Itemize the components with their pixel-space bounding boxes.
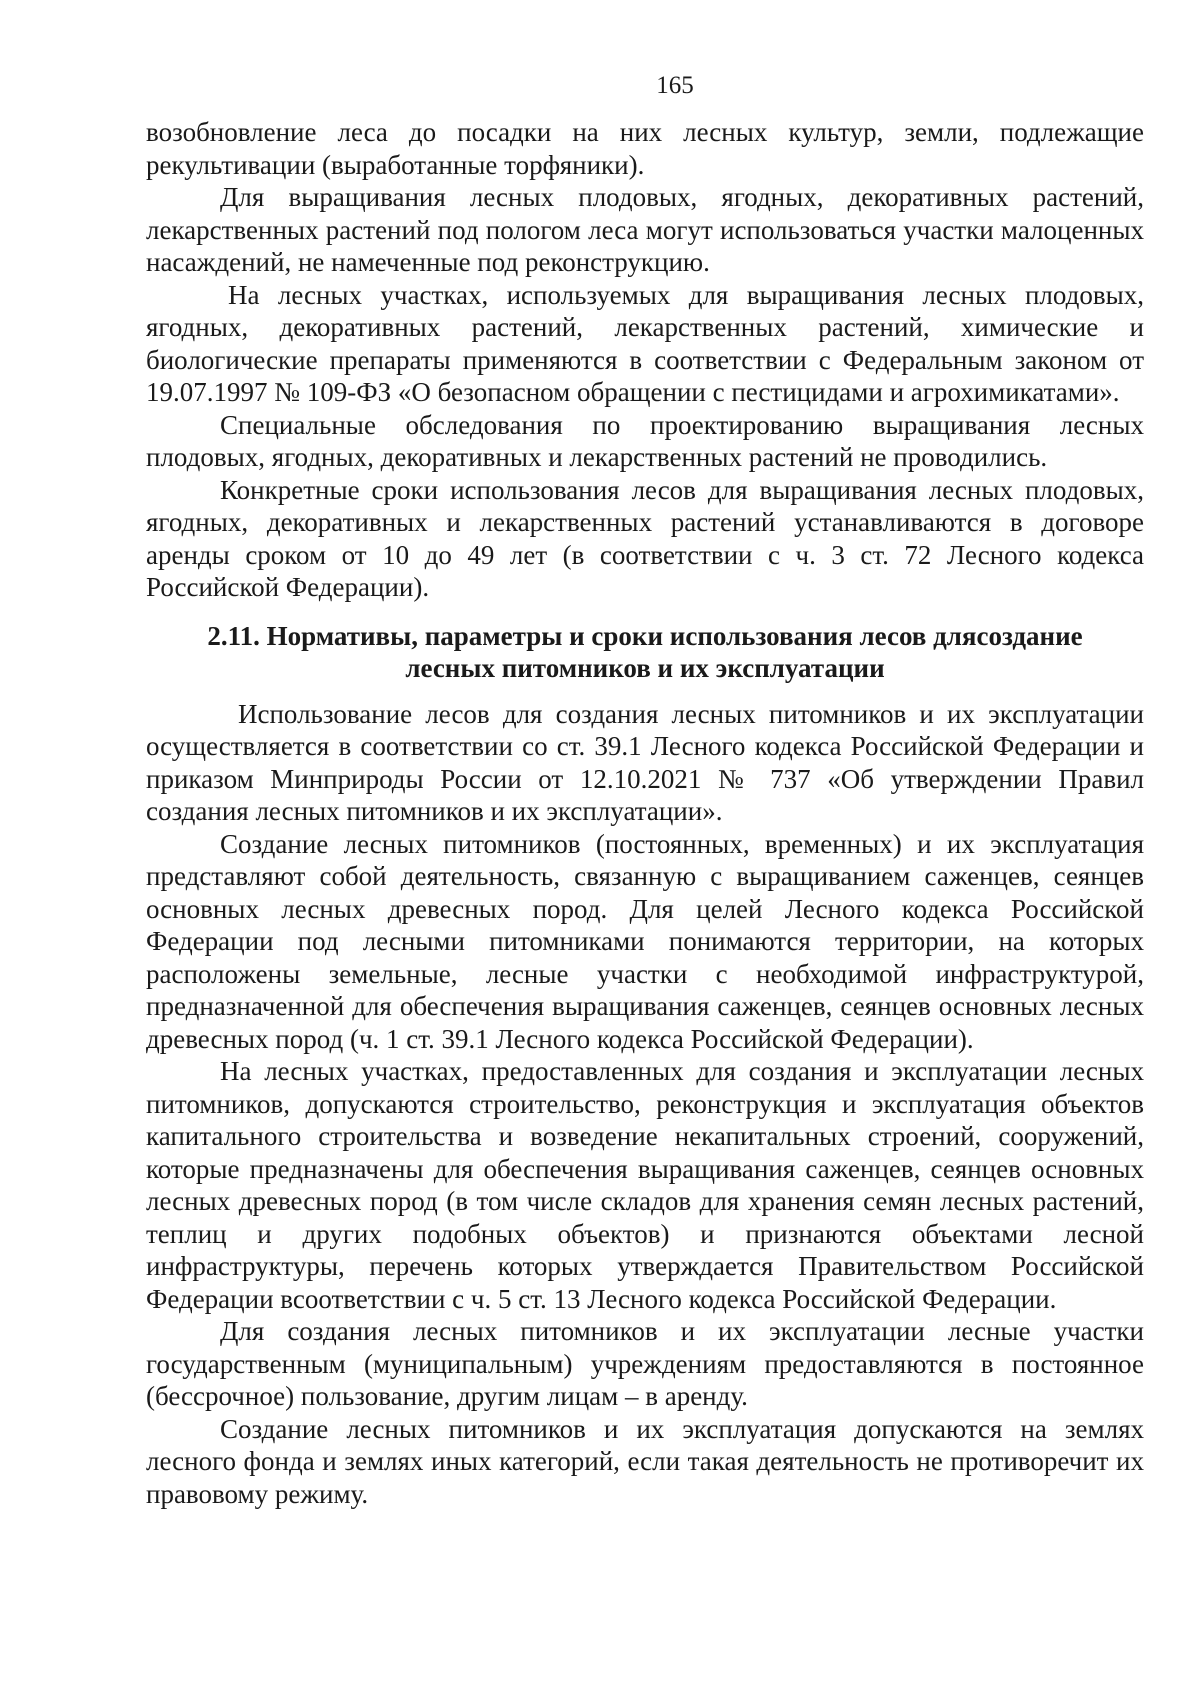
paragraph: Создание лесных питомников и их эксплуатация допускаются на землях лесного фонда и землях иных категорий, если такая деятельность не противоречит их правовому режиму. bbox=[146, 1413, 1144, 1509]
paragraph: На лесных участках, предоставленных для создания и эксплуатации лесных питомников, допускаются строительство, реконструкция и эксплуатация объектов капитального строительства и возведение некапитальных строений, сооружений, которые предназначены для обеспечения выращивания саженцев, сеянцев основных лесных древесных пород (в том числе складов для хранения семян лесных растений, теплиц и других подобных объектов) и признаются объектами лесной инфраструктуры, перечень которых утверждается Правительством Российской Федерации всоответствии с ч. 5 ст. 13 Лесного кодекса Российской Федерации. bbox=[146, 1056, 1144, 1314]
section-heading-line-2: лесных питомников и их эксплуатации bbox=[405, 652, 885, 683]
document-page bbox=[146, 70, 1144, 1510]
paragraph-continued: возобновление леса до посадки на них лесных культур, земли, подлежащие рекультивации (выработанные торфяники). bbox=[146, 117, 1144, 180]
paragraph: Для выращивания лесных плодовых, ягодных, декоративных растений, лекарственных растений под пологом леса могут использоваться участки малоценных насаждений, не намеченные под реконструкцию. bbox=[146, 182, 1144, 277]
paragraph: Для создания лесных питомников и их эксплуатации лесные участки государственным (муниципальным) учреждениям предоставляются в постоянное (бессрочное) пользование, другим лицам – в аренду. bbox=[146, 1316, 1144, 1411]
paragraph: Конкретные сроки использования лесов для выращивания лесных плодовых, ягодных, декоративных и лекарственных растений устанавливаются в договоре аренды сроком от 10 до 49 лет (в соответствии с ч. 3 ст. 72 Лесного кодекса Российской Федерации). bbox=[146, 474, 1144, 602]
section-heading bbox=[146, 620, 1144, 684]
page-number: 165 bbox=[656, 72, 694, 99]
paragraph: Создание лесных питомников (постоянных, временных) и их эксплуатация представляют собой деятельность, связанную с выращиванием саженцев, сеянцев основных лесных древесных пород. Для целей Лесного кодекса Российской Федерации под лесными питомниками понимаются территории, на которых расположены земельные, лесные участки с необходимой инфраструктурой, предназначенной для обеспечения выращивания саженцев, сеянцев основных лесных древесных пород (ч. 1 ст. 39.1 Лесного кодекса Российской Федерации). bbox=[146, 828, 1144, 1054]
paragraph: Специальные обследования по проектированию выращивания лесных плодовых, ягодных, декоративных и лекарственных растений не проводились. bbox=[146, 409, 1144, 472]
paragraph: На лесных участках, используемых для выращивания лесных плодовых, ягодных, декоративных растений, лекарственных растений, химические и биологические препараты применяются в соответствии с Федеральным законом от 19.07.1997 № 109-ФЗ «О безопасном обращении с пестицидами и агрохимикатами». bbox=[146, 279, 1144, 407]
paragraph: Использование лесов для создания лесных питомников и их эксплуатации осуществляется в соответствии со ст. 39.1 Лесного кодекса Российской Федерации и приказом Минприроды России от 12.10.2021 № 737 «Об утверждении Правил создания лесных питомников и их эксплуатации». bbox=[146, 698, 1144, 826]
section-heading-line-1: 2.11. Нормативы, параметры и сроки использования лесов длясоздание bbox=[207, 620, 1083, 651]
